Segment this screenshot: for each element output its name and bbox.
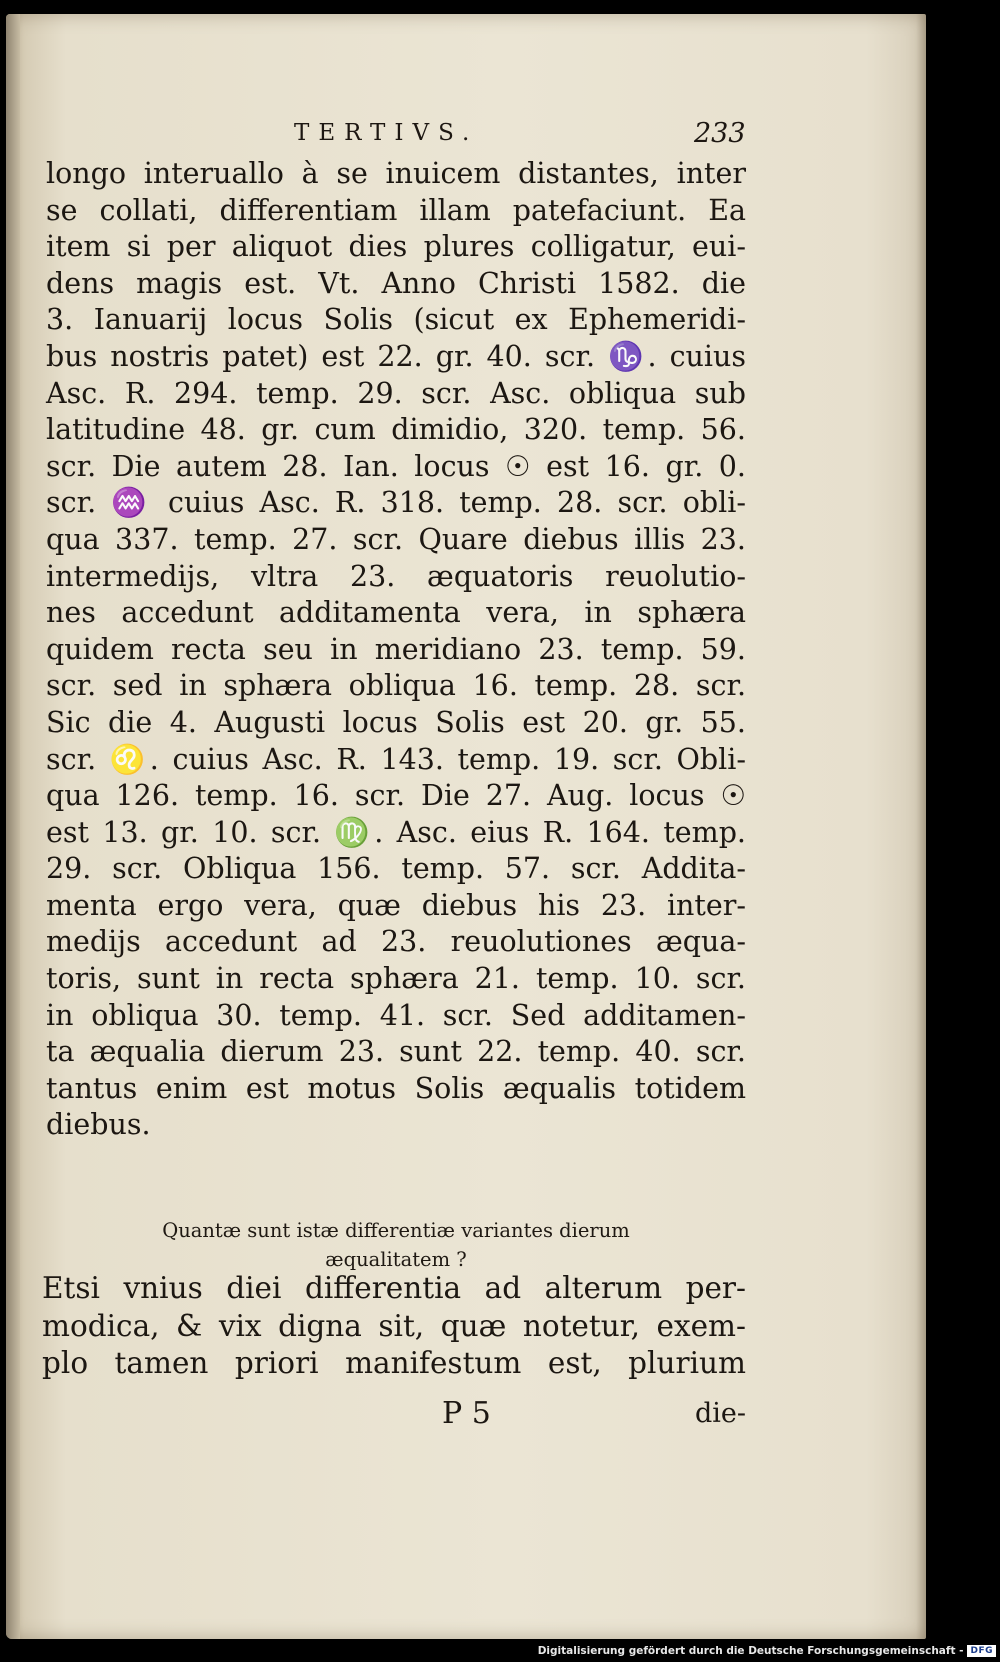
book-page — [6, 14, 926, 1639]
page-gutter-shadow — [6, 14, 20, 1639]
text-line: 3. Ianuarij locus Solis (sicut ex Ephemeridi- — [46, 303, 746, 337]
question-heading — [46, 1216, 746, 1274]
dfg-logo: DFG — [967, 1645, 996, 1657]
text-line: scr. ♒ cuius Asc. R. 318. temp. 28. scr. obli- — [46, 486, 746, 520]
text-line: scr. sed in sphæra obliqua 16. temp. 28. scr. — [46, 669, 746, 703]
running-head — [46, 110, 766, 160]
text-line: dens magis est. Vt. Anno Christi 1582. die — [46, 266, 746, 300]
running-head-title: TERTIVS. — [294, 120, 479, 146]
question-line: Quantæ sunt istæ differentiæ variantes dierum — [162, 1219, 630, 1242]
text-line: ta æqualia dierum 23. sunt 22. temp. 40. scr. — [46, 1035, 746, 1069]
text-line: 29. scr. Obliqua 156. temp. 57. scr. Addita- — [46, 852, 746, 886]
credit-text: Digitalisierung gefördert durch die Deutsche Forschungsgemeinschaft - — [537, 1645, 964, 1657]
text-line: qua 126. temp. 16. scr. Die 27. Aug. locus ☉ — [46, 779, 746, 813]
text-line: modica, & vix digna sit, quæ notetur, exem- — [42, 1308, 746, 1343]
text-line: bus nostris patet) est 22. gr. 40. scr. ♑. cuius — [46, 339, 746, 373]
body-text — [46, 156, 746, 1144]
text-line: intermedijs, vltra 23. æquatoris reuolutio- — [46, 559, 746, 593]
text-line: in obliqua 30. temp. 41. scr. Sed additamen- — [46, 998, 746, 1032]
text-line: medijs accedunt ad 23. reuolutiones æqua- — [46, 925, 746, 959]
text-line: scr. ♌. cuius Asc. R. 143. temp. 19. scr. Obli- — [46, 742, 746, 776]
text-line: Etsi vnius diei differentia ad alterum per- — [42, 1271, 746, 1305]
text-line: quidem recta seu in meridiano 23. temp. 59. — [46, 632, 746, 666]
text-line: item si per aliquot dies plures colligatur, eui- — [46, 230, 746, 264]
text-line: Asc. R. 294. temp. 29. scr. Asc. obliqua sub — [46, 376, 746, 410]
catchword: die- — [694, 1398, 746, 1429]
answer-text — [42, 1270, 746, 1383]
question-line: æqualitatem ? — [325, 1248, 467, 1271]
page-foot — [46, 1396, 746, 1436]
signature-mark: P 5 — [442, 1396, 491, 1431]
text-line: tantus enim est motus Solis æqualis totidem — [46, 1071, 746, 1105]
text-line: longo interuallo à se inuicem distantes, inter — [46, 157, 746, 190]
digitization-credit — [538, 1642, 996, 1660]
text-line: Sic die 4. Augusti locus Solis est 20. gr. 55. — [46, 705, 746, 739]
text-line: toris, sunt in recta sphæra 21. temp. 10. scr. — [46, 962, 746, 996]
text-line: est 13. gr. 10. scr. ♍. Asc. eius R. 164. temp. — [46, 815, 746, 849]
page-number: 233 — [694, 118, 746, 149]
text-line: diebus. — [46, 1108, 151, 1142]
text-line: latitudine 48. gr. cum dimidio, 320. temp. 56. — [46, 413, 746, 447]
text-line: plo tamen priori manifestum est, plurium — [42, 1346, 746, 1380]
text-line: se collati, differentiam illam patefaciunt. Ea — [46, 193, 746, 227]
text-line: nes accedunt additamenta vera, in sphæra — [46, 596, 746, 630]
text-line: qua 337. temp. 27. scr. Quare diebus illis 23. — [46, 522, 746, 556]
text-line: scr. Die autem 28. Ian. locus ☉ est 16. gr. 0. — [46, 449, 746, 483]
text-line: menta ergo vera, quæ diebus his 23. inter- — [46, 888, 746, 922]
